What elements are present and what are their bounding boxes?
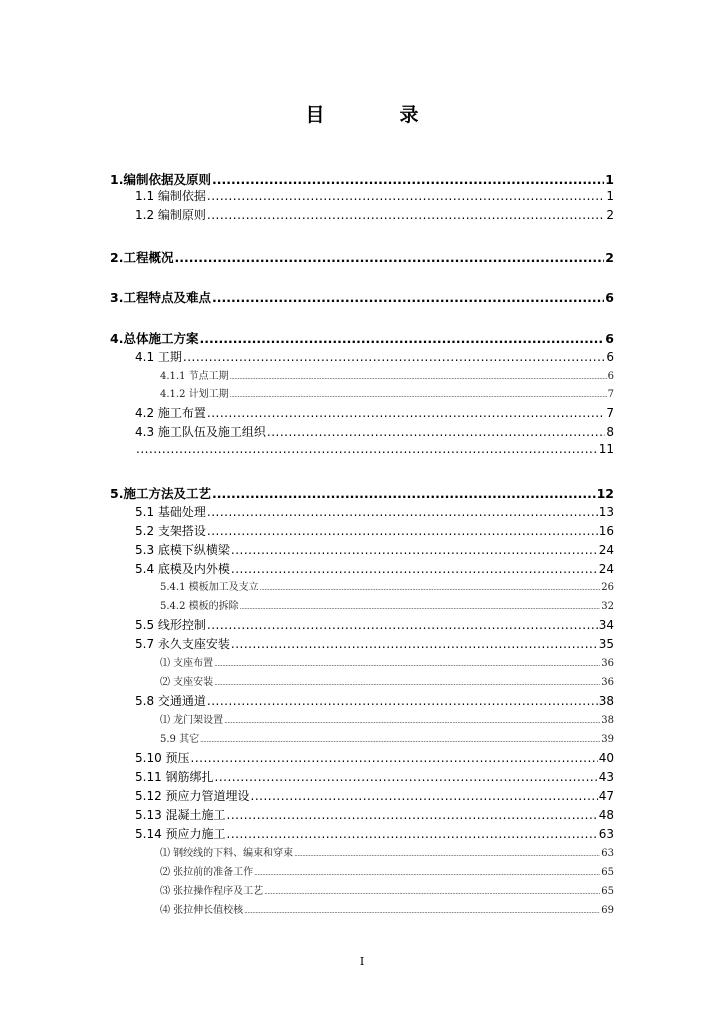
toc-entry-title: 5.13 混凝土施工: [135, 808, 226, 822]
toc-entry-title: ⑷ 张拉伸长值校核: [160, 905, 244, 916]
toc-entry-title: 5.12 预应力管道埋设: [135, 789, 250, 803]
toc-entry-page: 69: [601, 905, 614, 916]
toc-entry-level-2[interactable]: [135, 423, 614, 440]
toc-dot-leader: [207, 505, 598, 519]
toc-entry-title: ⑶ 张拉操作程序及工艺: [160, 886, 264, 897]
page-title: 目 录: [305, 104, 447, 126]
toc-dot-leader: [200, 737, 600, 744]
toc-entry-level-3[interactable]: [160, 730, 614, 745]
toc-entry-page: 6: [605, 331, 614, 346]
toc-entry-title: 5.11 钢筋绑扎: [135, 770, 214, 784]
toc-dot-leader: [224, 718, 600, 725]
toc-entry-level-1[interactable]: [110, 248, 614, 266]
toc-dot-leader: [251, 789, 598, 803]
toc-entry-title: ⑵ 支座安装: [160, 677, 214, 688]
toc-entry-title: 4.2 施工布置: [135, 406, 206, 420]
toc-entry-title: 5.施工方法及工艺: [110, 486, 211, 501]
toc-entry-title: 4.总体施工方案: [110, 331, 199, 346]
toc-entry-page: 6: [605, 290, 614, 305]
toc-entry-level-2[interactable]: [135, 692, 614, 709]
toc-entry-page: 1: [606, 189, 614, 203]
toc-entry-title: ⑵ 张拉前的准备工作: [160, 867, 254, 878]
toc-dot-leader: [207, 618, 598, 632]
toc-entry-level-1[interactable]: [110, 329, 614, 347]
toc-entry-level-1[interactable]: [110, 170, 614, 188]
toc-dot-leader: [231, 543, 598, 557]
toc-dot-leader: [199, 331, 604, 346]
toc-entry-title: 5.4.1 模板加工及支立: [160, 582, 259, 593]
toc-entry-page: 2: [605, 250, 614, 265]
toc-entry-title: ⑴ 支座布置: [160, 658, 214, 669]
toc-entry-page: 38: [598, 694, 614, 708]
toc-entry-title: 2.工程概况: [110, 250, 174, 265]
toc-entry-page: 65: [601, 886, 614, 897]
toc-dot-leader: [207, 189, 605, 203]
toc-dot-leader: [212, 486, 596, 501]
toc-entry-page: 24: [598, 562, 614, 576]
toc-dot-leader: [214, 680, 600, 687]
toc-entry-title: ⑴ 钢绞线的下料、编束和穿束: [160, 848, 294, 859]
toc-entry-title: 5.3 底模下纵横梁: [135, 543, 230, 557]
toc-entry-title: 4.1 工期: [135, 350, 182, 364]
toc-entry-level-3[interactable]: [160, 711, 614, 726]
toc-entry-page: 36: [601, 677, 614, 688]
toc-entry-title: 5.14 预应力施工: [135, 827, 226, 841]
toc-entry-title: 1.编制依据及原则: [110, 172, 211, 187]
toc-entry-page: 35: [598, 637, 614, 651]
toc-entry-page: 63: [598, 827, 614, 841]
toc-dot-leader: [207, 694, 598, 708]
toc-dot-leader: [207, 406, 605, 420]
toc-entry-page: 7: [607, 389, 614, 400]
toc-entry-page: 32: [601, 601, 614, 612]
toc-entry-page: 6: [606, 350, 614, 364]
toc-entry-level-2[interactable]: [135, 442, 614, 456]
toc-dot-leader: [136, 442, 598, 456]
toc-entry-level-3[interactable]: [160, 844, 614, 859]
toc-entry-title: 4.1.1 节点工期: [160, 371, 229, 382]
toc-entry-level-2[interactable]: [135, 560, 614, 577]
toc-entry-page: 2: [606, 208, 614, 222]
toc-dot-leader: [191, 751, 598, 765]
toc-entry-level-2[interactable]: [135, 206, 614, 223]
toc-entry-page: 12: [596, 486, 614, 501]
toc-entry-level-2[interactable]: [135, 768, 614, 785]
toc-entry-page: 47: [598, 789, 614, 803]
toc-entry-level-3[interactable]: [160, 901, 614, 916]
toc-entry-level-2[interactable]: [135, 541, 614, 558]
toc-entry-title: 5.5 线形控制: [135, 618, 206, 632]
toc-dot-leader: [264, 889, 600, 896]
toc-dot-leader: [214, 661, 600, 668]
toc-entry-page: 24: [598, 543, 614, 557]
toc-entry-level-2[interactable]: [135, 806, 614, 823]
toc-entry-level-2[interactable]: [135, 522, 614, 539]
toc-entry-page: 38: [601, 715, 614, 726]
toc-dot-leader: [240, 604, 601, 611]
toc-entry-title: 5.10 预压: [135, 751, 190, 765]
toc-entry-level-2[interactable]: [135, 825, 614, 842]
toc-entry-title: 5.4 底模及内外模: [135, 562, 230, 576]
toc-entry-title: 5.8 交通通道: [135, 694, 206, 708]
toc-entry-level-3[interactable]: [160, 882, 614, 897]
toc-entry-page: 65: [601, 867, 614, 878]
toc-entry-page: 48: [598, 808, 614, 822]
toc-entry-level-2[interactable]: [135, 616, 614, 633]
toc-dot-leader: [260, 585, 601, 592]
toc-entry-level-2[interactable]: [135, 348, 614, 365]
toc-entry-page: 1: [605, 172, 614, 187]
toc-entry-level-3[interactable]: [160, 385, 614, 400]
toc-dot-leader: [215, 770, 598, 784]
toc-dot-leader: [174, 250, 604, 265]
toc-entry-level-3[interactable]: [160, 654, 614, 669]
toc-entry-level-2[interactable]: [135, 187, 614, 204]
toc-dot-leader: [212, 290, 604, 305]
toc-dot-leader: [207, 208, 605, 222]
toc-dot-leader: [231, 562, 598, 576]
toc-entry-level-2[interactable]: [135, 787, 614, 804]
toc-entry-page: 34: [598, 618, 614, 632]
toc-entry-level-3[interactable]: [160, 367, 614, 382]
toc-dot-leader: [294, 851, 600, 858]
toc-entry-title: 1.2 编制原则: [135, 208, 206, 222]
toc-entry-level-3[interactable]: [160, 578, 614, 593]
toc-dot-leader: [207, 524, 598, 538]
toc-entry-title: 1.1 编制依据: [135, 189, 206, 203]
toc-entry-title: ⑴ 龙门架设置: [160, 715, 224, 726]
toc-entry-page: 11: [598, 442, 614, 456]
toc-entry-page: 7: [606, 406, 614, 420]
toc-entry-page: 63: [601, 848, 614, 859]
toc-entry-title: 5.4.2 模板的拆除: [160, 601, 239, 612]
toc-dot-leader: [244, 908, 600, 915]
toc-entry-level-2[interactable]: [135, 404, 614, 421]
toc-entry-title: 5.9 其它: [160, 734, 200, 745]
toc-entry-title: 5.7 永久支座安装: [135, 637, 230, 651]
toc-entry-title: 4.3 施工队伍及施工组织: [135, 425, 266, 439]
toc-entry-title: 5.2 支架搭设: [135, 524, 206, 538]
toc-entry-page: 8: [606, 425, 614, 439]
toc-entry-page: 6: [607, 371, 614, 382]
toc-dot-leader: [267, 425, 605, 439]
toc-entry-level-2[interactable]: [135, 749, 614, 766]
toc-dot-leader: [227, 827, 598, 841]
toc-dot-leader: [230, 374, 607, 381]
toc-entry-level-3[interactable]: [160, 863, 614, 878]
toc-entry-title: 4.1.2 计划工期: [160, 389, 229, 400]
toc-dot-leader: [230, 392, 607, 399]
toc-dot-leader: [231, 637, 598, 651]
toc-entry-level-1[interactable]: [110, 288, 614, 306]
toc-entry-level-3[interactable]: [160, 673, 614, 688]
page-number: I: [359, 955, 365, 968]
toc-dot-leader: [183, 350, 605, 364]
toc-dot-leader: [212, 172, 604, 187]
toc-entry-page: 36: [601, 658, 614, 669]
toc-entry-title: 5.1 基础处理: [135, 505, 206, 519]
toc-entry-page: 26: [601, 582, 614, 593]
toc-dot-leader: [254, 870, 600, 877]
toc-entry-level-1[interactable]: [110, 484, 614, 502]
toc-entry-title: 3.工程特点及难点: [110, 290, 211, 305]
toc-entry-page: 16: [598, 524, 614, 538]
toc-entry-page: 40: [598, 751, 614, 765]
toc-entry-level-2[interactable]: [135, 503, 614, 520]
toc-entry-page: 43: [598, 770, 614, 784]
toc-entry-level-3[interactable]: [160, 597, 614, 612]
toc-entry-level-2[interactable]: [135, 635, 614, 652]
toc-entry-page: 13: [598, 505, 614, 519]
toc-entry-page: 39: [601, 734, 614, 745]
toc-dot-leader: [227, 808, 598, 822]
